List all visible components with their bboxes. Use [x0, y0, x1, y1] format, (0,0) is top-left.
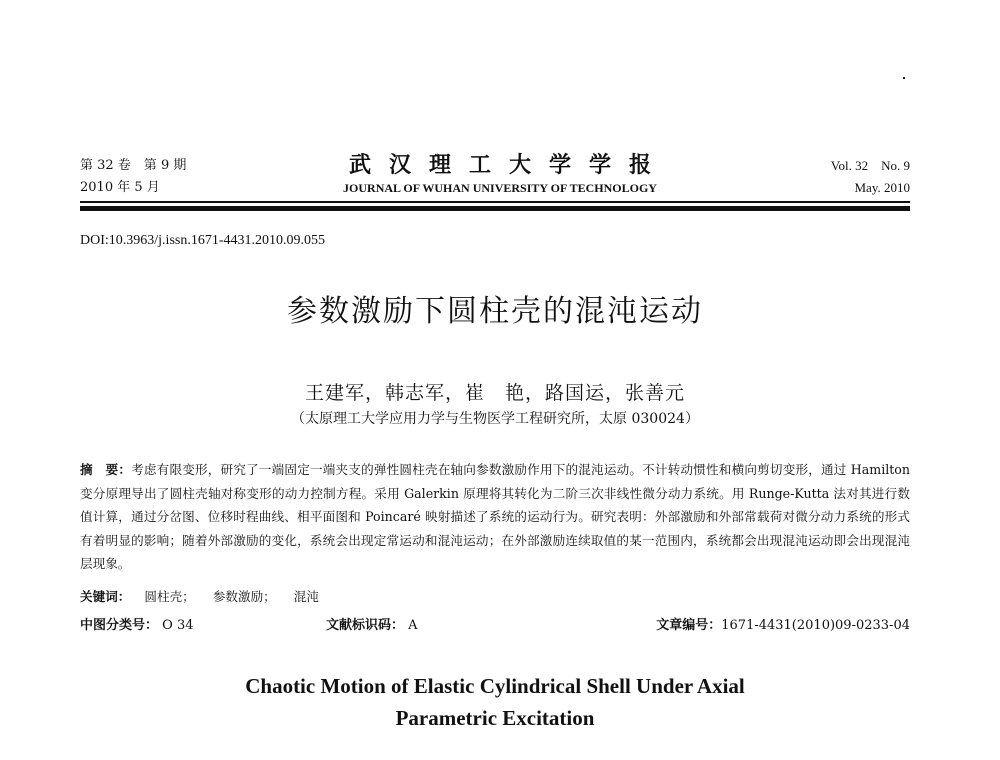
abstract-text: 考虑有限变形，研究了一端固定一端夹支的弹性圆柱壳在轴向参数激励作用下的混沌运动。不计转动惯性和横向剪切变形，通过 Hamilton 变分原理导出了圆柱壳轴对称变形的动力控制方程。采用 Galerkin 原理将其转化为二阶三次非线性微分动力系统。用 Runge-Kutta 法对其进行数值计算，通过分岔图、位移时程曲线、相平面图和 Poincaré 映射描述了系统的运动行为。研究表明：外部激励和外部常载荷对微分动力系统的形式有着明显的影响；随着外部激励的变化，系统会出现定常运动和混沌运动；在外部激励连续取值的某一范围内，系统都会出现混沌运动即会出现混沌层现象。 [80, 462, 911, 571]
clc-label: 中图分类号： [80, 618, 159, 633]
article-number-value: 1671-4431(2010)09-0233-04 [721, 618, 910, 633]
article-number [656, 614, 910, 633]
paper-title-en-line2: Parametric Excitation [395, 706, 595, 730]
journal-title-cn: 武汉理工大学学报 [348, 152, 669, 178]
volume-issue-en: Vol. 32 No. 9 [830, 158, 910, 173]
publication-date-cn: 2010 年 5 月 [80, 180, 160, 195]
doi-line: DOI:10.3963/j.issn.1671-4431.2010.09.055 [80, 233, 325, 248]
clc-value: O 34 [162, 618, 194, 633]
scan-speck [903, 77, 905, 79]
keywords [80, 586, 333, 605]
header-rule-thin [80, 201, 910, 203]
document-code-label: 文献标识码： [326, 618, 405, 633]
abstract-label: 摘 要： [80, 462, 132, 477]
journal-masthead [290, 150, 710, 196]
document-code [326, 614, 418, 633]
paper-title-cn: 参数激励下圆柱壳的混沌运动 [287, 294, 703, 329]
keyword-item: 圆柱壳； [144, 589, 195, 604]
publication-date-en: May. 2010 [854, 180, 910, 195]
document-code-value: A [408, 618, 418, 633]
clc-number [80, 614, 194, 633]
issue-info-en [760, 155, 910, 199]
keywords-label: 关键词： [80, 589, 131, 604]
keyword-item: 参数激励； [212, 589, 276, 604]
keyword-item: 混沌 [293, 589, 319, 604]
affiliation: （太原理工大学应用力学与生物医学工程研究所，太原 030024） [291, 411, 699, 427]
paper-title-en [80, 670, 910, 734]
abstract [80, 458, 910, 576]
journal-title-en: JOURNAL OF WUHAN UNIVERSITY OF TECHNOLOGY [343, 181, 657, 195]
header-rule-thick [80, 206, 910, 211]
author-list: 王建军，韩志军，崔 艳，路国运，张善元 [304, 382, 685, 404]
volume-issue-cn: 第 32 卷 第 9 期 [80, 158, 187, 173]
issue-info-cn [80, 155, 186, 199]
article-number-label: 文章编号： [656, 618, 722, 633]
paper-title-en-line1: Chaotic Motion of Elastic Cylindrical Shell Under Axial [245, 674, 745, 698]
